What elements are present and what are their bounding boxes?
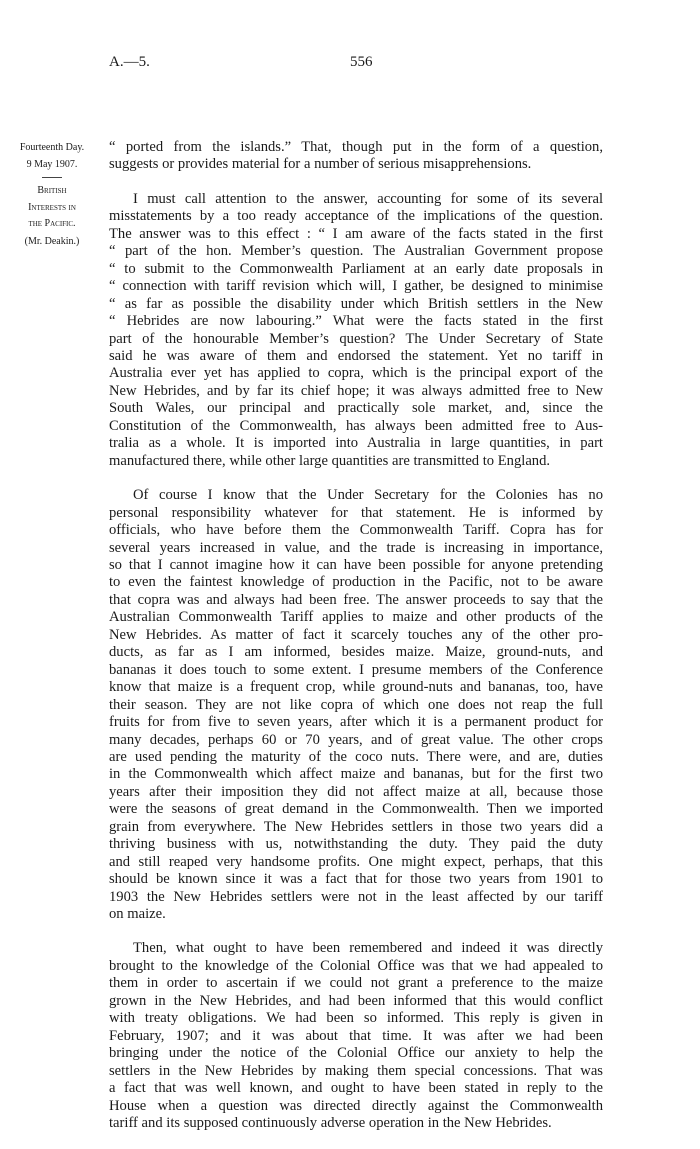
- text-line: in the Commonwealth which affect maize and bananas, but for the first two: [109, 766, 603, 783]
- margin-speaker: (Mr. Deakin.): [24, 235, 80, 247]
- text-line: House when a question was directed directly against the Commonwealth: [109, 1097, 603, 1114]
- text-line: manufactured there, while other large quantities are transmitted to England.: [109, 452, 551, 469]
- text-line: so that I cannot imagine how it can have been possible for anyone pretending: [109, 556, 603, 573]
- text-line: settlers in the New Hebrides by making them special concessions. That was: [109, 1062, 603, 1079]
- text-line: tralia as a whole. It is imported into Australia in large quantities, in part: [109, 435, 603, 452]
- body-text: [109, 139, 603, 1149]
- text-line: suggests or provides material for a number of serious misapprehensions.: [109, 156, 532, 173]
- text-line: “ ported from the islands.” That, though put in the form of a question,: [109, 139, 603, 155]
- text-line: on maize.: [109, 906, 166, 923]
- text-line: a fact that was well known, and ought to have been stated in reply to the: [109, 1080, 603, 1097]
- text-line: Of course I know that the Under Secretary for the Colonies has no: [133, 487, 603, 504]
- text-line: thriving business with us, notwithstanding the duty. They paid the duty: [109, 836, 603, 853]
- text-line: “ part of the hon. Member’s question. The Australian Government propose: [109, 243, 603, 260]
- text-line: South Wales, our principal and practically sole market, and, since the: [109, 400, 603, 417]
- margin-date: 9 May 1907.: [26, 159, 78, 170]
- text-line: New Hebrides, and by far its chief hope; it was always admitted free to New: [109, 382, 603, 399]
- text-line: tariff and its supposed continuously adverse operation in the New Hebrides.: [109, 1115, 552, 1132]
- text-line: officials, who have before them the Commonwealth Tariff. Copra has for: [109, 522, 603, 539]
- text-line: fruits for from five to seven years, after which it is a permanent product for: [109, 714, 603, 731]
- text-line: February, 1907; and it was about that time. It was after we had been: [109, 1027, 603, 1044]
- paragraph: [109, 940, 603, 1132]
- page-number: 556: [350, 54, 373, 70]
- text-line: several years increased in value, and the trade is increasing in importance,: [109, 539, 603, 556]
- text-line: ducts, as far as I am informed, besides maize. Maize, ground-nuts, and: [109, 644, 603, 661]
- text-line: “ to submit to the Commonwealth Parliament at an early date proposals in: [109, 260, 603, 277]
- text-line: grown in the New Hebrides, and had been informed that this would conflict: [109, 992, 603, 1009]
- text-line: “ as far as possible the disability under which British settlers in the New: [109, 295, 603, 312]
- text-line: personal responsibility whatever for that statement. He is informed by: [109, 504, 603, 521]
- text-line: bananas it does touch to some extent. I presume members of the Conference: [109, 661, 603, 678]
- text-line: Then, what ought to have been remembered and indeed it was directly: [133, 940, 603, 957]
- paragraph: [109, 487, 603, 923]
- text-line: bringing under the notice of the Colonial Office our anxiety to help the: [109, 1045, 603, 1062]
- text-line: were the seasons of great demand in the Commonwealth. Then we imported: [109, 801, 603, 818]
- text-line: Australian Commonwealth Tariff applies to maize and other products of the: [109, 609, 603, 626]
- text-line: many decades, perhaps 60 or 70 years, and of great value. The other crops: [109, 731, 603, 748]
- text-line: know that maize is a frequent crop, while ground-nuts and bananas, too, have: [109, 679, 603, 696]
- text-line: that copra was and always had been free. The answer proceeds to say that the: [109, 591, 603, 608]
- text-line: with treaty obligations. We had been so informed. This reply is given in: [109, 1010, 603, 1027]
- paragraph: [109, 139, 603, 174]
- text-line: their season. They are not like copra of which one does not reap the full: [109, 696, 603, 713]
- text-line: 1903 the New Hebrides settlers were not in the least affected by our tariff: [109, 888, 603, 905]
- margin-subject-1: British: [37, 185, 67, 196]
- margin-notes: [4, 139, 100, 250]
- paragraph: [109, 191, 603, 470]
- text-line: them in order to ascertain if we could not grant a preference to the maize: [109, 975, 603, 992]
- margin-day: Fourteenth Day.: [19, 142, 85, 153]
- margin-subject-2: Interests in: [28, 201, 76, 213]
- text-line: said he was aware of them and endorsed the statement. Yet no tariff in: [109, 347, 603, 364]
- margin-divider: [42, 177, 62, 178]
- text-line: I must call attention to the answer, accounting for some of its several: [133, 190, 603, 207]
- document-reference: A.—5.: [109, 54, 150, 70]
- text-line: to even the faintest knowledge of production in the Pacific, not to be aware: [109, 574, 603, 591]
- text-line: part of the honourable Member’s question? The Under Secretary of State: [109, 330, 603, 347]
- text-line: “ Hebrides are now labouring.” What were the facts stated in the first: [109, 313, 603, 330]
- text-line: and still reaped very handsome profits. One might expect, perhaps, that this: [109, 853, 603, 870]
- text-line: misstatements by a too ready acceptance of the implications of the question.: [109, 208, 603, 225]
- text-line: should be known since it was a fact that for those two years from 1901 to: [109, 871, 603, 888]
- text-line: “ connection with tariff revision which will, I gather, be designed to minimise: [109, 278, 603, 295]
- text-line: Constitution of the Commonwealth, has always been admitted free to Aus-: [109, 417, 603, 434]
- margin-subject-3: the Pacific.: [28, 218, 76, 229]
- text-line: New Hebrides. As matter of fact it scarcely touches any of the other pro-: [109, 626, 603, 643]
- text-line: grain from everywhere. The New Hebrides settlers in those two years did a: [109, 818, 603, 835]
- text-line: years after their imposition they did not affect maize at all, because those: [109, 783, 603, 800]
- text-line: are used pending the maturity of the coco nuts. There were, and are, duties: [109, 748, 603, 765]
- text-line: brought to the knowledge of the Colonial Office was that we had appealed to: [109, 957, 603, 974]
- text-line: Australia ever yet has applied to copra, which is the principal export of the: [109, 365, 603, 382]
- text-line: The answer was to this effect : “ I am aware of the facts stated in the first: [109, 225, 603, 242]
